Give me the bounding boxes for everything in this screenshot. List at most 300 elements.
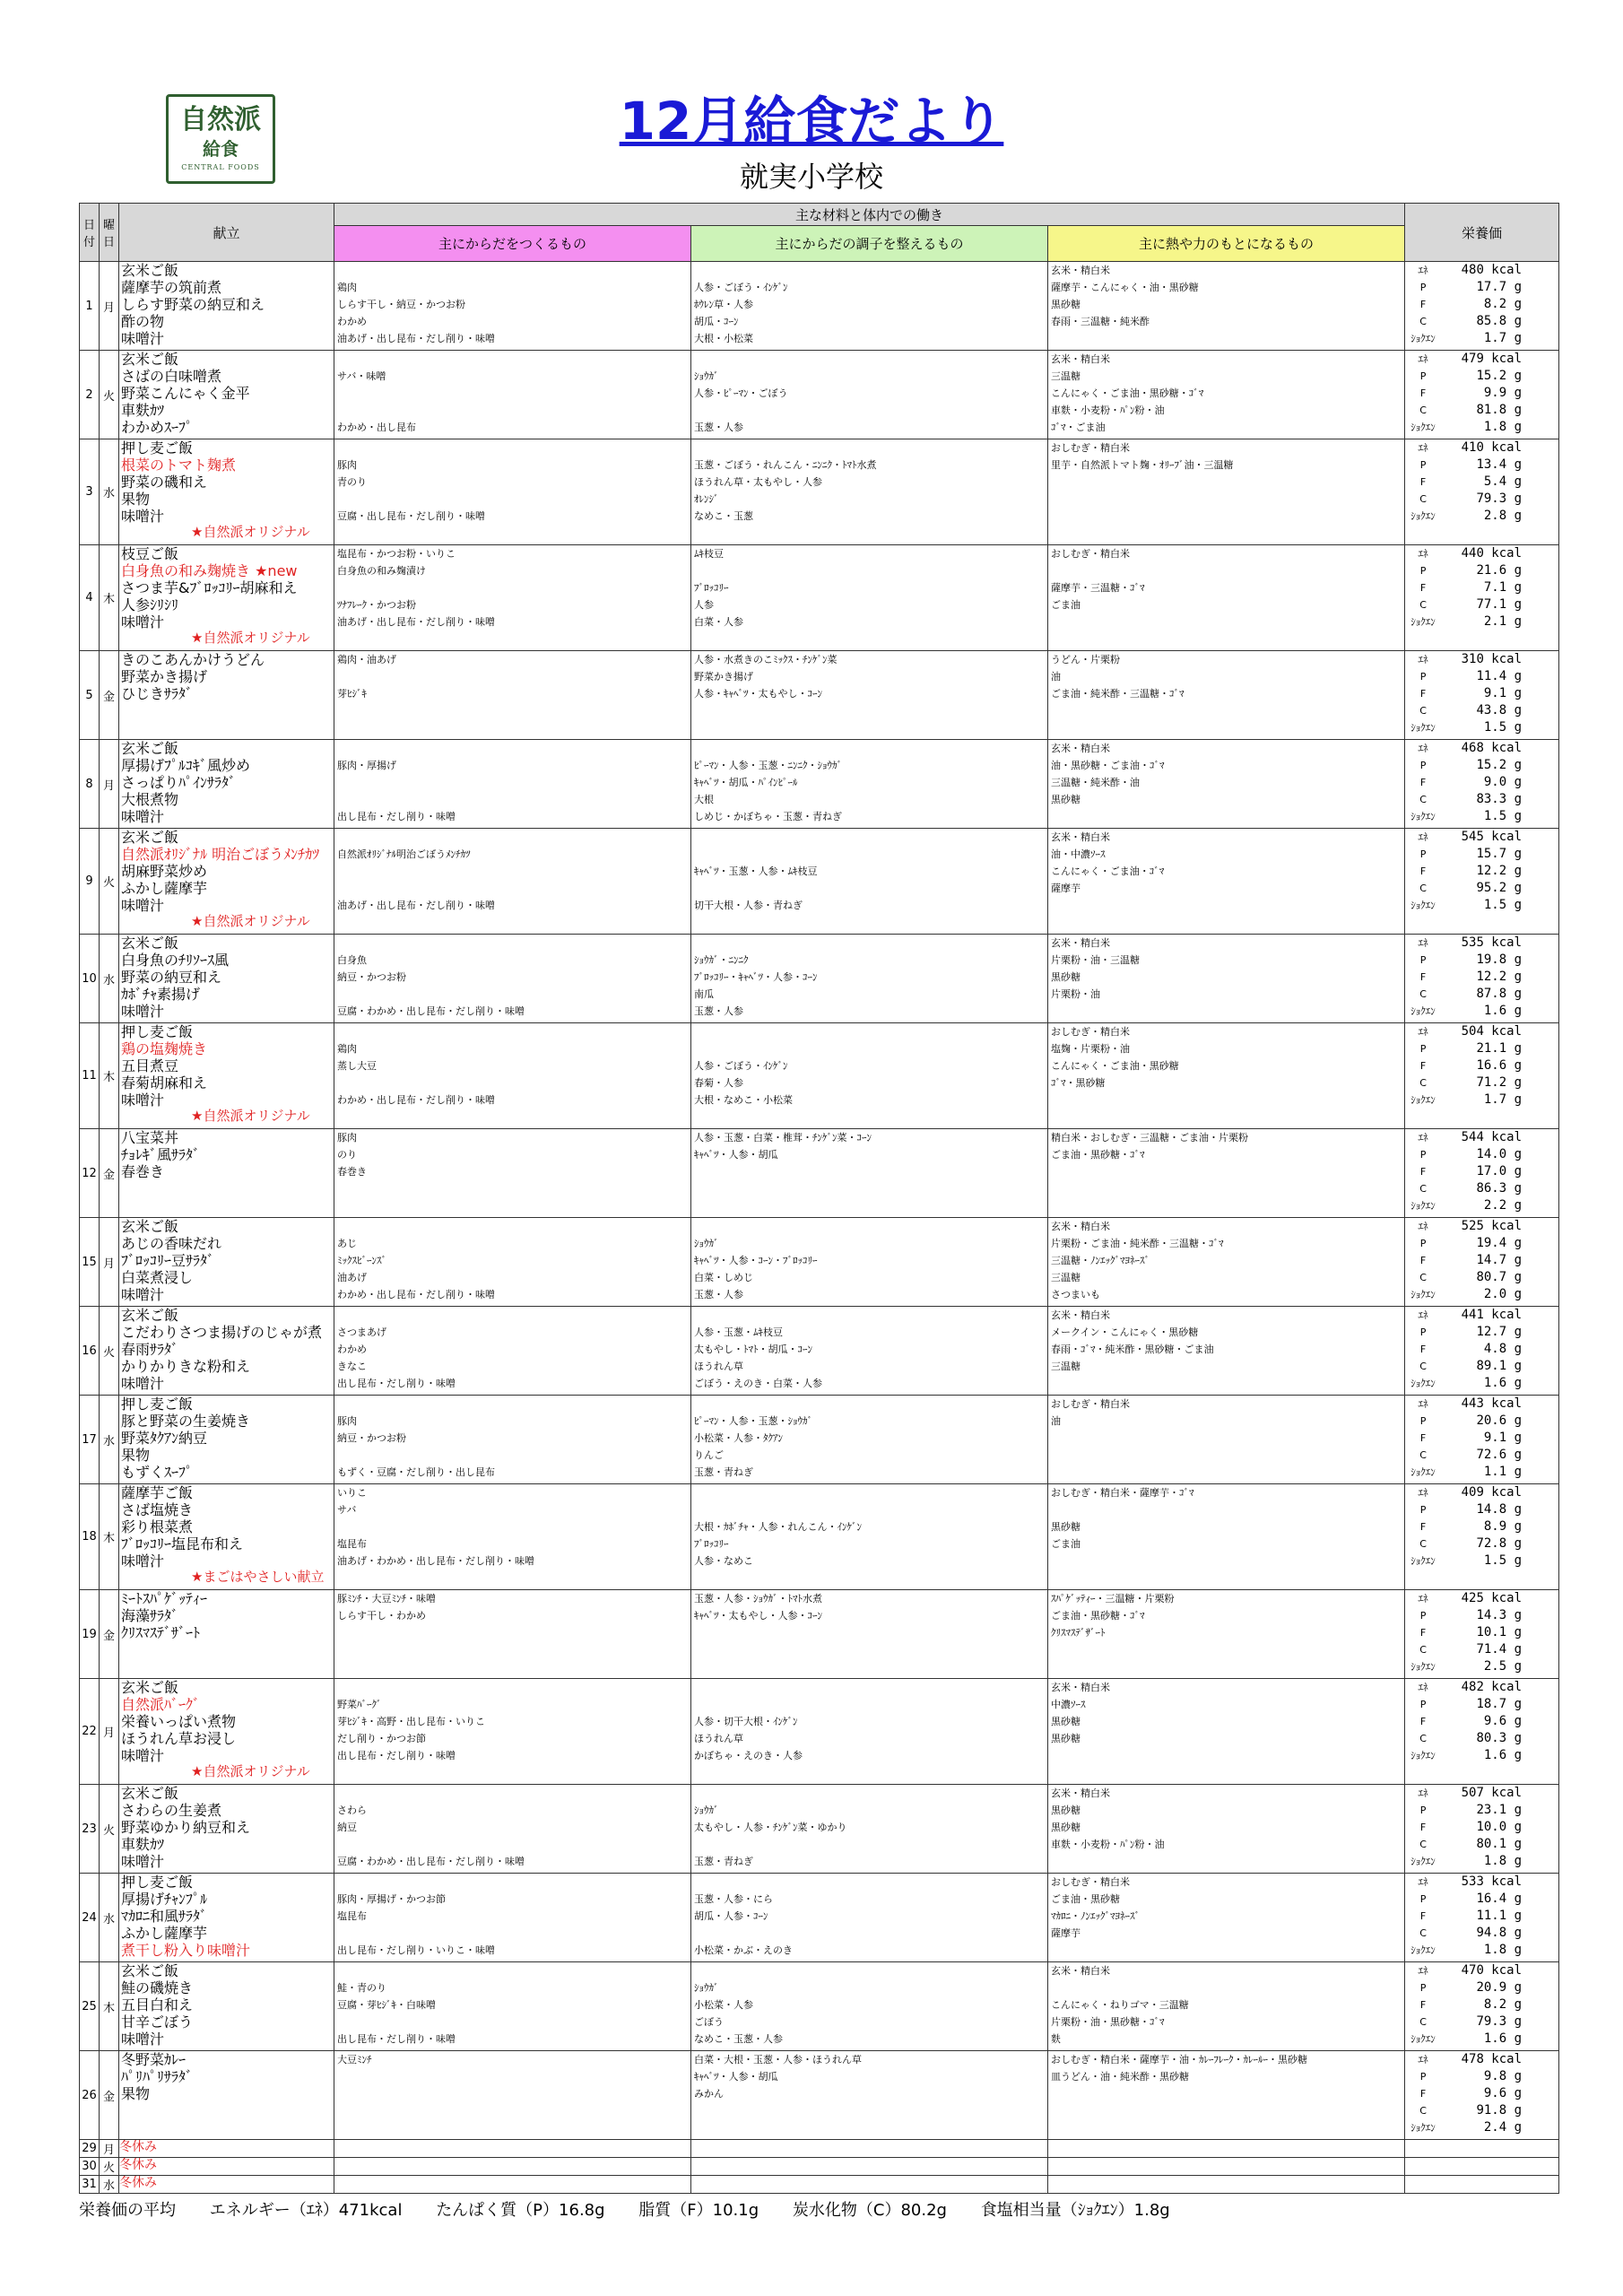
material-line: こんにゃく・ごま油・黒砂糖・ｺﾞﾏ bbox=[1051, 387, 1204, 399]
day-row bbox=[80, 1874, 1559, 1962]
day-date: 15 bbox=[80, 1218, 100, 1307]
nutrition-line bbox=[1405, 2051, 1558, 2068]
nutrition-key: ｴﾈ bbox=[1418, 265, 1428, 276]
material-line bbox=[691, 1163, 1047, 1180]
dish-name: さっぱりﾊﾟｲﾝｻﾗﾀﾞ bbox=[121, 774, 237, 791]
menu-table bbox=[79, 203, 1559, 2194]
nutrition-values bbox=[1405, 262, 1559, 351]
nutrition-value: 1.7 g bbox=[1483, 1092, 1523, 1107]
material-line: ﾐｯｸｽﾋﾞｰﾝｽﾞ bbox=[337, 1255, 386, 1266]
nutrition-value: 441 kcal bbox=[1461, 1308, 1523, 1322]
material-line: 人参・玉葱・白菜・椎茸・ﾁﾝｹﾞﾝ菜・ｺｰﾝ bbox=[694, 1132, 872, 1144]
material-line: あじ bbox=[337, 1238, 357, 1249]
nutrition-line bbox=[1405, 2013, 1558, 2031]
material-line bbox=[691, 262, 1047, 279]
holiday-empty bbox=[1405, 2158, 1559, 2176]
nutrition-value: 72.8 g bbox=[1476, 1536, 1523, 1551]
nutrition-line bbox=[1405, 457, 1558, 474]
materials-c2 bbox=[691, 262, 1048, 351]
nutrition-value: 479 kcal bbox=[1461, 352, 1523, 366]
day-row bbox=[80, 1218, 1559, 1307]
material-line bbox=[334, 863, 690, 880]
nutrition-line bbox=[1405, 1057, 1558, 1074]
holiday-row bbox=[80, 2158, 1559, 2176]
material-line bbox=[334, 774, 690, 791]
nutrition-value: 17.7 g bbox=[1476, 280, 1523, 294]
material-line: 鶏肉 bbox=[337, 282, 357, 293]
nutrition-value: 468 kcal bbox=[1461, 741, 1523, 755]
material-line: 小松菜・人参 bbox=[694, 1999, 753, 2011]
page-title: 12月給食だより bbox=[619, 91, 1004, 152]
nutrition-key: C bbox=[1419, 404, 1427, 416]
materials-c3 bbox=[1048, 651, 1405, 740]
nutrition-value: 95.2 g bbox=[1476, 881, 1523, 895]
nutrition-line bbox=[1405, 1624, 1558, 1641]
material-line: 油・中濃ｿｰｽ bbox=[1051, 848, 1106, 860]
material-line: ごま油 bbox=[1051, 599, 1081, 611]
day-dishes bbox=[119, 439, 334, 545]
dish-name: 胡麻野菜炒め bbox=[121, 863, 208, 880]
day-dishes bbox=[119, 1129, 334, 1218]
day-date: 16 bbox=[80, 1307, 100, 1396]
material-line: 薩摩芋・こんにゃく・油・黒砂糖 bbox=[1051, 282, 1199, 293]
average-carb: 炭水化物（C）80.2g bbox=[792, 2201, 947, 2220]
average-salt: 食塩相当量（ｼｮｸｴﾝ）1.8g bbox=[980, 2201, 1170, 2220]
dish-name: 五目煮豆 bbox=[121, 1057, 179, 1074]
nutrition-key: C bbox=[1419, 1538, 1427, 1550]
material-line: さわら bbox=[337, 1805, 367, 1816]
nutrition-key: F bbox=[1419, 1627, 1427, 1639]
dish-name: 春菊胡麻和え bbox=[121, 1074, 208, 1091]
nutrition-key: ｴﾈ bbox=[1418, 1593, 1428, 1605]
material-line: 玄米・精白米 bbox=[1051, 1787, 1110, 1799]
material-line bbox=[334, 1218, 690, 1235]
nutrition-value: 9.9 g bbox=[1483, 386, 1523, 400]
material-line bbox=[691, 439, 1047, 457]
dish-name: 鶏の塩麹焼き bbox=[121, 1040, 208, 1057]
materials-c2 bbox=[691, 829, 1048, 935]
nutrition-key: P bbox=[1419, 1893, 1427, 1905]
nutrition-key: F bbox=[1419, 1432, 1427, 1444]
day-row bbox=[80, 740, 1559, 829]
nutrition-key: ｼｮｸｴﾝ bbox=[1410, 1200, 1436, 1212]
nutrition-line bbox=[1405, 935, 1558, 952]
header-dow: 曜日 bbox=[100, 204, 119, 262]
material-line bbox=[1048, 1501, 1404, 1518]
nutrition-average bbox=[79, 2197, 1199, 2221]
material-line: ｺﾞﾏ・黒砂糖 bbox=[1051, 1077, 1106, 1089]
material-line: 野菜かき揚げ bbox=[694, 671, 753, 683]
nutrition-line bbox=[1405, 1252, 1558, 1269]
nutrition-values bbox=[1405, 829, 1559, 935]
material-line: ｷｬﾍﾞﾂ・胡瓜・ﾊﾟｲﾝﾋﾟｰﾙ bbox=[694, 777, 798, 788]
material-line: ｼｮｳｶﾞ bbox=[694, 1805, 719, 1816]
material-line: ﾋﾟｰﾏﾝ・人参・玉葱・ｼｮｳｶﾞ bbox=[694, 1415, 812, 1427]
material-line bbox=[334, 1074, 690, 1091]
material-line: わかめ bbox=[337, 1344, 367, 1355]
nutrition-key: F bbox=[1419, 1344, 1427, 1355]
material-line: 玄米・精白米 bbox=[1051, 1682, 1110, 1693]
material-line: 南瓜 bbox=[694, 988, 714, 1000]
nutrition-line bbox=[1405, 2119, 1558, 2136]
materials-c2 bbox=[691, 1874, 1048, 1962]
material-line: ﾂﾅﾌﾚｰｸ・かつお粉 bbox=[337, 599, 416, 611]
nutrition-key: F bbox=[1419, 387, 1427, 399]
day-date: 5 bbox=[80, 651, 100, 740]
material-line bbox=[691, 351, 1047, 368]
original-note: ★自然派オリジナル bbox=[191, 1108, 310, 1124]
material-line: 鶏肉 bbox=[337, 1043, 357, 1055]
holiday-date: 30 bbox=[80, 2158, 100, 2176]
nutrition-value: 1.6 g bbox=[1483, 1376, 1523, 1390]
nutrition-key: ｴﾈ bbox=[1418, 831, 1428, 843]
nutrition-line bbox=[1405, 1341, 1558, 1358]
day-dishes bbox=[119, 545, 334, 651]
material-line: 豆腐・わかめ・出し昆布・だし削り・味噌 bbox=[337, 1856, 525, 1867]
material-line: しらす干し・わかめ bbox=[337, 1610, 426, 1622]
materials-c3 bbox=[1048, 1590, 1405, 1679]
nutrition-key: ｼｮｸｴﾝ bbox=[1410, 333, 1436, 344]
material-line: いりこ bbox=[337, 1487, 367, 1499]
material-line: 大根 bbox=[694, 794, 714, 805]
material-line bbox=[334, 2085, 690, 2102]
material-line bbox=[691, 1307, 1047, 1324]
materials-c3 bbox=[1048, 2051, 1405, 2140]
nutrition-values bbox=[1405, 1785, 1559, 1874]
day-dishes bbox=[119, 1218, 334, 1307]
dish-name: 車麩ｶﾂ bbox=[121, 402, 165, 419]
header-cat3: 主に熱や力のもとになるもの bbox=[1048, 226, 1405, 262]
material-line: 片栗粉・油 bbox=[1051, 988, 1100, 1000]
material-line: 玄米・精白米 bbox=[1051, 743, 1110, 754]
dish-name: 海藻ｻﾗﾀﾞ bbox=[121, 1607, 179, 1624]
nutrition-line bbox=[1405, 279, 1558, 296]
material-line: ｺﾞﾏ・ごま油 bbox=[1051, 422, 1106, 433]
day-dishes bbox=[119, 1023, 334, 1129]
dish-name: 自然派ｵﾘｼﾞﾅﾙ 明治ごぼうﾒﾝﾁｶﾂ bbox=[121, 846, 320, 863]
nutrition-key: ｼｮｸｴﾝ bbox=[1410, 722, 1436, 734]
material-line: 鶏肉・油あげ bbox=[337, 654, 396, 665]
day-row bbox=[80, 651, 1559, 740]
material-line: 油あげ・わかめ・出し昆布・だし削り・味噌 bbox=[337, 1555, 534, 1567]
material-line: 車麩・小麦粉・ﾊﾟﾝ粉・油 bbox=[1051, 404, 1165, 416]
nutrition-values bbox=[1405, 935, 1559, 1023]
nutrition-key: C bbox=[1419, 2105, 1427, 2117]
holiday-label: 冬休み bbox=[119, 2176, 334, 2194]
nutrition-key: P bbox=[1419, 954, 1427, 966]
day-date: 10 bbox=[80, 935, 100, 1023]
nutrition-value: 71.4 g bbox=[1476, 1642, 1523, 1657]
material-line: ごぼう bbox=[694, 2016, 724, 2028]
day-date: 1 bbox=[80, 262, 100, 351]
nutrition-line bbox=[1405, 313, 1558, 330]
day-dow: 月 bbox=[100, 740, 119, 829]
nutrition-value: 77.1 g bbox=[1476, 597, 1523, 612]
nutrition-key: F bbox=[1419, 1060, 1427, 1072]
nutrition-line bbox=[1405, 774, 1558, 791]
material-line: ｼｮｳｶﾞ bbox=[694, 1238, 719, 1249]
header-cat2: 主にからだの調子を整えるもの bbox=[691, 226, 1048, 262]
material-line bbox=[691, 1785, 1047, 1802]
holiday-row bbox=[80, 2176, 1559, 2194]
nutrition-value: 80.1 g bbox=[1476, 1837, 1523, 1851]
nutrition-value: 1.6 g bbox=[1483, 2031, 1523, 2046]
nutrition-line bbox=[1405, 1925, 1558, 1942]
day-dishes bbox=[119, 935, 334, 1023]
day-dishes bbox=[119, 1785, 334, 1874]
nutrition-key: ｼｮｸｴﾝ bbox=[1410, 510, 1436, 522]
day-date: 26 bbox=[80, 2051, 100, 2140]
material-line: のり bbox=[337, 1149, 357, 1161]
nutrition-line bbox=[1405, 1802, 1558, 1819]
holiday-empty bbox=[1405, 2176, 1559, 2194]
nutrition-values bbox=[1405, 1874, 1559, 1962]
material-line: 太もやし・ﾄﾏﾄ・胡瓜・ｺｰﾝ bbox=[694, 1344, 812, 1355]
materials-c1 bbox=[334, 740, 691, 829]
nutrition-value: 440 kcal bbox=[1461, 546, 1523, 561]
materials-c1 bbox=[334, 1679, 691, 1785]
dish-name: 野菜ﾀｸｱﾝ納豆 bbox=[121, 1430, 208, 1447]
material-line: さつまあげ bbox=[337, 1326, 386, 1338]
nutrition-line bbox=[1405, 419, 1558, 436]
nutrition-key: C bbox=[1419, 705, 1427, 717]
dish-name: 押し麦ご飯 bbox=[121, 1023, 194, 1040]
nutrition-values bbox=[1405, 1679, 1559, 1785]
materials-c2 bbox=[691, 2051, 1048, 2140]
material-line: 豚肉 bbox=[337, 1415, 357, 1427]
nutrition-value: 19.8 g bbox=[1476, 952, 1523, 967]
materials-c2 bbox=[691, 651, 1048, 740]
nutrition-key: ｴﾈ bbox=[1418, 353, 1428, 365]
material-line: 芽ﾋｼﾞｷ bbox=[337, 688, 367, 700]
nutrition-line bbox=[1405, 651, 1558, 668]
day-date: 17 bbox=[80, 1396, 100, 1484]
materials-c3 bbox=[1048, 1484, 1405, 1590]
original-note: ★自然派オリジナル bbox=[191, 1763, 310, 1779]
nutrition-value: 18.7 g bbox=[1476, 1697, 1523, 1711]
dish-name: 八宝菜丼 bbox=[121, 1129, 179, 1146]
nutrition-value: 545 kcal bbox=[1461, 830, 1523, 844]
material-line bbox=[334, 2068, 690, 2085]
material-line: 白身魚の和み麹漬け bbox=[337, 565, 426, 577]
average-label: 栄養価の平均 bbox=[79, 2201, 176, 2220]
material-line bbox=[334, 1023, 690, 1040]
dish-name: ﾐｰﾄｽﾊﾟｹﾞｯﾃｨｰ bbox=[121, 1590, 208, 1607]
nutrition-key: P bbox=[1419, 1805, 1427, 1816]
nutrition-key: C bbox=[1419, 1733, 1427, 1744]
nutrition-value: 1.8 g bbox=[1483, 1854, 1523, 1868]
nutrition-key: ｼｮｸｴﾝ bbox=[1410, 1094, 1436, 1106]
nutrition-key: C bbox=[1419, 493, 1427, 505]
nutrition-line bbox=[1405, 1836, 1558, 1853]
nutrition-value: 14.3 g bbox=[1476, 1608, 1523, 1622]
material-line: ごま油・黒砂糖・ｺﾞﾏ bbox=[1051, 1149, 1145, 1161]
nutrition-value: 21.1 g bbox=[1476, 1041, 1523, 1056]
nutrition-key: P bbox=[1419, 565, 1427, 577]
material-line: ｷｬﾍﾞﾂ・玉葱・人参・ﾑｷ枝豆 bbox=[694, 865, 818, 877]
holiday-dow: 火 bbox=[100, 2158, 119, 2176]
dish-name: ｸﾘｽﾏｽﾃﾞｻﾞｰﾄ bbox=[121, 1624, 201, 1641]
nutrition-line bbox=[1405, 1023, 1558, 1040]
nutrition-value: 91.8 g bbox=[1476, 2103, 1523, 2118]
nutrition-line bbox=[1405, 702, 1558, 719]
dish-name: 味噌汁 bbox=[121, 1552, 165, 1570]
nutrition-line bbox=[1405, 846, 1558, 863]
nutrition-value: 43.8 g bbox=[1476, 703, 1523, 718]
nutrition-value: 425 kcal bbox=[1461, 1591, 1523, 1605]
material-line bbox=[1048, 491, 1404, 508]
nutrition-value: 80.3 g bbox=[1476, 1731, 1523, 1745]
material-line: おしむぎ・精白米・薩摩芋・ｺﾞﾏ bbox=[1051, 1487, 1194, 1499]
material-line: 白菜・大根・玉葱・人参・ほうれん草 bbox=[694, 2054, 862, 2066]
materials-c2 bbox=[691, 1307, 1048, 1396]
dish-name: 薩摩芋の筑前煮 bbox=[121, 279, 222, 296]
material-line: ｽﾊﾟｹﾞｯﾃｨｰ・三温糖・片栗粉 bbox=[1051, 1593, 1175, 1605]
day-date: 11 bbox=[80, 1023, 100, 1129]
materials-c2 bbox=[691, 1679, 1048, 1785]
nutrition-line bbox=[1405, 1286, 1558, 1303]
material-line bbox=[334, 1785, 690, 1802]
nutrition-line bbox=[1405, 1074, 1558, 1091]
nutrition-key: ｴﾈ bbox=[1418, 937, 1428, 949]
nutrition-line bbox=[1405, 1501, 1558, 1518]
nutrition-value: 535 kcal bbox=[1461, 935, 1523, 950]
nutrition-line bbox=[1405, 1447, 1558, 1464]
dish-name: 厚揚げﾁｬﾝﾌﾟﾙ bbox=[121, 1891, 208, 1908]
day-dishes bbox=[119, 740, 334, 829]
material-line bbox=[1048, 508, 1404, 525]
nutrition-values bbox=[1405, 1590, 1559, 1679]
material-line bbox=[334, 829, 690, 846]
dish-name: 押し麦ご飯 bbox=[121, 439, 194, 457]
materials-c3 bbox=[1048, 1679, 1405, 1785]
nutrition-key: P bbox=[1419, 671, 1427, 683]
material-line: ﾌﾞﾛｯｺﾘｰ bbox=[694, 1538, 729, 1550]
nutrition-key: ｼｮｸｴﾝ bbox=[1410, 1661, 1436, 1673]
nutrition-key: ｼｮｸｴﾝ bbox=[1410, 811, 1436, 822]
dish-name: しらす野菜の納豆和え bbox=[121, 296, 265, 313]
holiday-empty bbox=[334, 2140, 691, 2158]
nutrition-line bbox=[1405, 880, 1558, 897]
day-dishes bbox=[119, 1484, 334, 1590]
material-line: 黒砂糖 bbox=[1051, 794, 1081, 805]
material-line: サバ bbox=[337, 1504, 357, 1516]
material-line bbox=[691, 935, 1047, 952]
material-line: 塩昆布 bbox=[337, 1910, 367, 1922]
dish-name: ﾁｮﾚｷﾞ風ｻﾗﾀﾞ bbox=[121, 1146, 201, 1163]
nutrition-key: F bbox=[1419, 971, 1427, 983]
holiday-empty bbox=[691, 2176, 1048, 2194]
nutrition-line bbox=[1405, 1396, 1558, 1413]
nutrition-key: C bbox=[1419, 599, 1427, 611]
nutrition-line bbox=[1405, 1785, 1558, 1802]
nutrition-value: 11.4 g bbox=[1476, 669, 1523, 683]
material-line: 玉葱・人参・にら bbox=[694, 1893, 773, 1905]
material-line: 油 bbox=[1051, 1415, 1061, 1427]
nutrition-key: C bbox=[1419, 1077, 1427, 1089]
material-line: 豚肉・厚揚げ・かつお節 bbox=[337, 1893, 446, 1905]
material-line bbox=[691, 1962, 1047, 1979]
day-date: 18 bbox=[80, 1484, 100, 1590]
day-dow: 金 bbox=[100, 2051, 119, 2140]
day-dow: 水 bbox=[100, 439, 119, 545]
header-date: 日付 bbox=[80, 204, 100, 262]
logo-line3: CENTRAL FOODS bbox=[181, 163, 260, 171]
material-line bbox=[334, 2013, 690, 2031]
material-line: 胡瓜・人参・ｺｰﾝ bbox=[694, 1910, 768, 1922]
material-line bbox=[334, 351, 690, 368]
header-nutrition: 栄養価 bbox=[1405, 204, 1559, 262]
nutrition-value: 2.1 g bbox=[1483, 614, 1523, 629]
dish-name: もずくｽｰﾌﾟ bbox=[121, 1464, 194, 1481]
nutrition-line bbox=[1405, 579, 1558, 596]
material-line: りんご bbox=[694, 1449, 724, 1461]
nutrition-value: 10.1 g bbox=[1476, 1625, 1523, 1639]
holiday-empty bbox=[691, 2140, 1048, 2158]
material-line: 油 bbox=[1051, 671, 1061, 683]
materials-c1 bbox=[334, 1023, 691, 1129]
day-row bbox=[80, 1129, 1559, 1218]
material-line bbox=[691, 1836, 1047, 1853]
holiday-empty bbox=[1048, 2158, 1405, 2176]
material-line: 豆腐・出し昆布・だし削り・味噌 bbox=[337, 510, 485, 522]
day-row bbox=[80, 1962, 1559, 2051]
nutrition-line bbox=[1405, 1197, 1558, 1214]
dish-name: 彩り根菜煮 bbox=[121, 1518, 194, 1535]
dish-name: 味噌汁 bbox=[121, 1286, 165, 1303]
nutrition-key: ｴﾈ bbox=[1418, 1787, 1428, 1799]
original-note: ★自然派オリジナル bbox=[191, 630, 310, 646]
nutrition-key: P bbox=[1419, 1326, 1427, 1338]
material-line bbox=[1048, 1003, 1404, 1020]
nutrition-line bbox=[1405, 791, 1558, 808]
material-line: サバ・味噌 bbox=[337, 370, 386, 382]
material-line bbox=[334, 880, 690, 897]
nutrition-value: 16.6 g bbox=[1476, 1058, 1523, 1073]
dish-name: さわらの生姜煮 bbox=[121, 1802, 222, 1819]
material-line bbox=[691, 1484, 1047, 1501]
nutrition-key: ｴﾈ bbox=[1418, 1682, 1428, 1693]
material-line: 塩麹・片栗粉・油 bbox=[1051, 1043, 1130, 1055]
materials-c3 bbox=[1048, 935, 1405, 1023]
nutrition-line bbox=[1405, 1040, 1558, 1057]
material-line: ｷｬﾍﾞﾂ・人参・胡瓜 bbox=[694, 1149, 778, 1161]
nutrition-key: F bbox=[1419, 2088, 1427, 2100]
dish-name: 味噌汁 bbox=[121, 808, 165, 825]
nutrition-line bbox=[1405, 740, 1558, 757]
material-line bbox=[334, 385, 690, 402]
dish-name: ﾌﾞﾛｯｺﾘｰ豆ｻﾗﾀﾞ bbox=[121, 1252, 215, 1269]
nutrition-value: 12.2 g bbox=[1476, 864, 1523, 878]
day-row bbox=[80, 1679, 1559, 1785]
nutrition-values bbox=[1405, 439, 1559, 545]
material-line: 塩昆布 bbox=[337, 1538, 367, 1550]
material-line: 玉葱・人参 bbox=[694, 1005, 743, 1017]
material-line bbox=[1048, 1375, 1404, 1392]
nutrition-value: 7.1 g bbox=[1483, 580, 1523, 595]
material-line: 人参・玉葱・ﾑｷ枝豆 bbox=[694, 1326, 783, 1338]
materials-c1 bbox=[334, 1874, 691, 1962]
dish-name: 味噌汁 bbox=[121, 1853, 165, 1870]
nutrition-line bbox=[1405, 1535, 1558, 1552]
dish-name: 果物 bbox=[121, 491, 151, 508]
dish-name: 玄米ご飯 bbox=[121, 1962, 179, 1979]
materials-c2 bbox=[691, 1785, 1048, 1874]
nutrition-line bbox=[1405, 491, 1558, 508]
dish-name: 果物 bbox=[121, 1447, 151, 1464]
material-line: かぼちゃ・えのき・人参 bbox=[694, 1750, 803, 1761]
dish-name: 甘辛ごぼう bbox=[121, 2013, 194, 2031]
